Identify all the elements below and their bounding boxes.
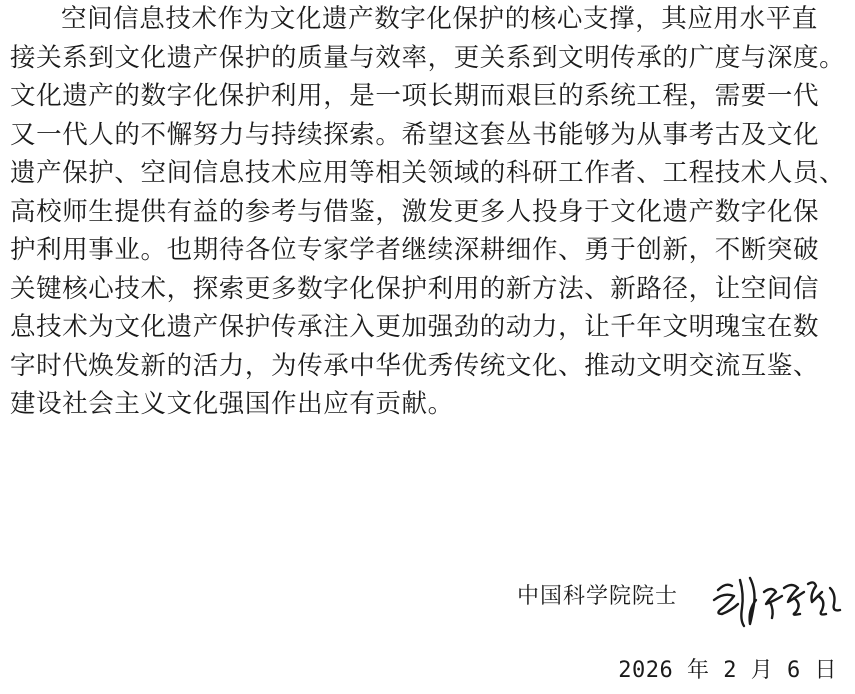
paragraph-line: 关键核心技术，探索更多数字化保护利用的新方法、新路径，让空间信 bbox=[10, 273, 820, 304]
paragraph-line: 又一代人的不懈努力与持续探索。希望这套丛书能够为从事考古及文化 bbox=[10, 119, 820, 150]
paragraph-line: 空间信息技术作为文化遗产数字化保护的核心支撑，其应用水平直 bbox=[61, 4, 818, 34]
signature-block bbox=[505, 570, 850, 630]
paragraph-line: 息技术为文化遗产保护传承注入更加强劲的动力，让千年文明瑰宝在数 bbox=[10, 312, 820, 342]
paragraph-line: 护利用事业。也期待各位专家学者继续深耕细作、勇于创新，不断突破 bbox=[10, 235, 820, 265]
paragraph-line: 建设社会主义文化强国作出应有贡献。 bbox=[10, 389, 454, 419]
date-day: 6 bbox=[786, 658, 801, 683]
date-year-char: 年 bbox=[686, 658, 710, 683]
preface-paragraph bbox=[10, 0, 850, 424]
date-month-char: 月 bbox=[750, 658, 774, 683]
signatory-title: 中国科学院院士 bbox=[517, 584, 679, 609]
paragraph-line: 字时代焕发新的活力，为传承中华优秀传统文化、推动文明交流互鉴、 bbox=[10, 350, 820, 381]
paragraph-line: 接关系到文化遗产保护的质量与效率，更关系到文明传承的广度与深度。 bbox=[10, 42, 846, 73]
date-month: 2 bbox=[723, 658, 737, 683]
date-day-char: 日 bbox=[814, 658, 837, 683]
handwritten-signature-icon bbox=[710, 570, 850, 630]
signing-date bbox=[618, 656, 837, 686]
paragraph-line: 遗产保护、空间信息技术应用等相关领域的科研工作者、工程技术人员、 bbox=[10, 158, 846, 188]
paragraph-line: 高校师生提供有益的参考与借鉴，激发更多人投身于文化遗产数字化保 bbox=[10, 196, 820, 227]
date-year: 2026 bbox=[618, 658, 674, 683]
paragraph-line: 文化遗产的数字化保护利用，是一项长期而艰巨的系统工程，需要一代 bbox=[10, 81, 820, 111]
